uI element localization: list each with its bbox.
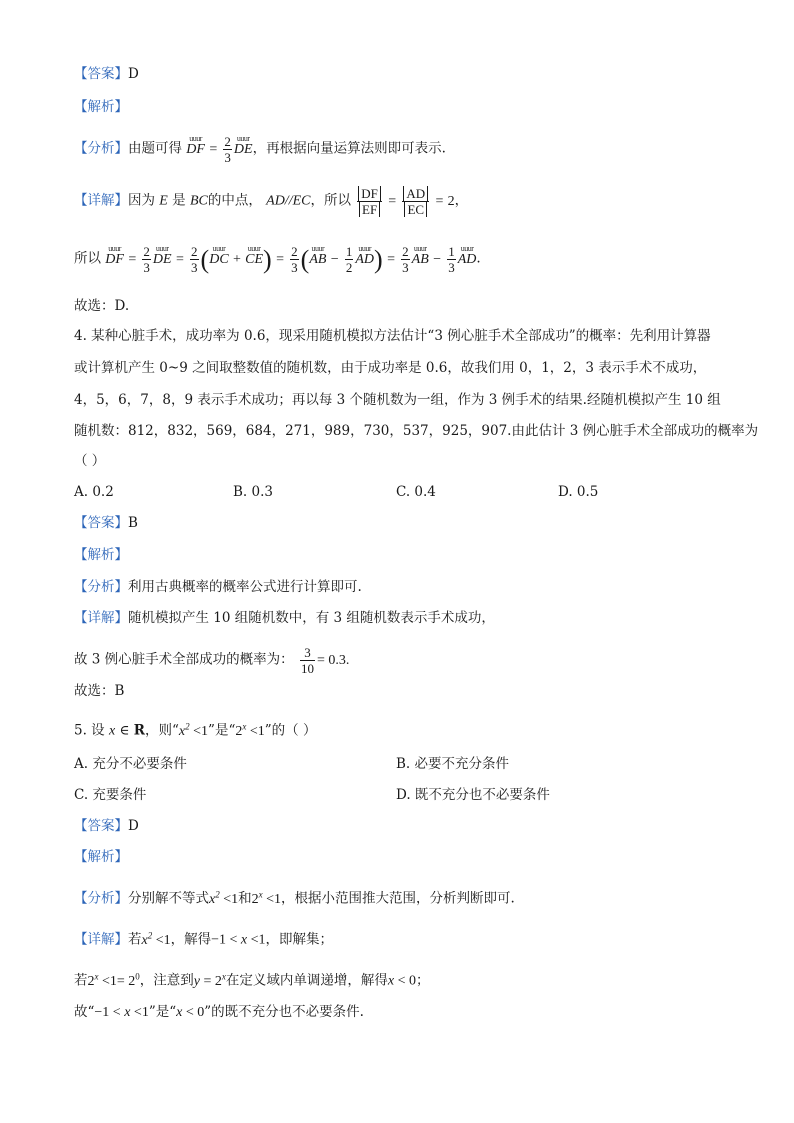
q5-detail-line-3: 故“−1 < x <1”是“x < 0”的既不充分也不必要条件.: [74, 1004, 364, 1020]
answer-value: B: [128, 515, 138, 531]
detail-text-4: ，所以: [310, 192, 351, 209]
result: = 0.3.: [316, 652, 350, 668]
q3-analysis: [74, 134, 446, 165]
analysis-tag: 【分析】: [74, 890, 128, 907]
analysis-text: 利用古典概率的概率公式进行计算即可.: [128, 579, 362, 595]
detail-text-1: 若: [128, 931, 142, 948]
line2-text-4: ；: [416, 972, 430, 989]
detail-text-3: ，即解集；: [265, 931, 334, 948]
answer-tag: 【答案】: [74, 515, 128, 531]
answer-value: D: [128, 818, 139, 834]
analysis-text-2: 和: [238, 890, 252, 907]
ratio-formula: $\frac{DF}{EF}$ = $\frac{AD}{EC}$ = 2: [355, 194, 454, 209]
line3-text-2: ”是“: [148, 1004, 177, 1020]
q4-stem-line-4: 随机数：812，832，569，684，271，989，730，537，925，907.由此估计 3 例心脏手术全部成功的概率为: [74, 423, 759, 439]
conclusion-pre: 所以: [74, 250, 101, 267]
q4-option-d: D. 0.5: [558, 484, 599, 500]
q3-conclusion: 所以 uuur DF = $\frac{2}{3}$ uuur DE = $\frac{2}{3}$ (uuur DC + uuur CE) = $\frac{2}{3}$ (uuur AB − $\frac{1}{2}$ uuur AD) = $\frac{2}{3}$ uuur AB − $\frac{1}{3}$ uuur AD.: [74, 244, 481, 275]
stem-mid: ，则“: [145, 722, 179, 739]
detail-text: 随机模拟产生 10 组随机数中，有 3 组随机数表示手术成功，: [128, 610, 495, 626]
stem-pre: 5. 设: [74, 722, 105, 739]
answer-tag: 【答案】: [74, 818, 128, 834]
q4-stem-line-1: 4. 某种心脏手术，成功率为 0.6，现采用随机模拟方法估计“3 例心脏手术全部成功”的概率：先利用计算器: [74, 328, 711, 344]
analysis-text-3: ，根据小范围推大范围，分析判断即可.: [281, 890, 515, 907]
q3-choose: 故选：D.: [74, 298, 130, 314]
analysis-tag: 【分析】: [74, 140, 128, 157]
frac-denominator: 10: [300, 661, 314, 676]
conclusion-formula: uuur DF = $\frac{2}{3}$ uuur DE = $\frac{2}{3}$ (uuur DC + uuur CE) = $\frac{2}{3}$ (uuur AB − $\frac{1}{2}$ uuur AD) = $\frac{2}{3}$ uuur AB − $\frac{1}{3}$ uuur AD: [105, 252, 476, 267]
q3-jiexi: [74, 97, 128, 117]
q4-option-c: C. 0.4: [396, 484, 436, 500]
q3-detail: 【详解】因为 E 是 BC的中点， AD//EC，所以 $\frac{DF}{EF}$ = $\frac{AD}{EC}$ = 2，: [74, 186, 469, 217]
q5-option-b: B. 必要不充分条件: [396, 756, 510, 772]
jiexi-tag: 【解析】: [74, 849, 128, 865]
q5-option-d: D. 既不充分也不必要条件: [396, 787, 550, 803]
detail-text-3: 的中点，: [207, 192, 262, 209]
frac-numerator: 3: [300, 645, 315, 661]
q5-jiexi: [74, 847, 128, 867]
q5-analysis: 【分析】分别解不等式$x^2 <1$和2$^x$ <1，根据小范围推大范围，分析判断即可.: [74, 889, 515, 907]
q4-jiexi: [74, 545, 128, 565]
q4-stem-line-5: （ ）: [74, 453, 106, 469]
analysis-text-1: 分别解不等式: [128, 890, 209, 907]
q5-detail-line-2: 若$2^x <1= 2^0$，注意到y = 2$^x$在定义域内单调递增，解得x < 0；: [74, 971, 430, 989]
answer-tag: 【答案】: [74, 66, 128, 82]
line3-text-1: 故“: [74, 1004, 95, 1020]
analysis-text-post: ，再根据向量运算法则即可表示.: [252, 140, 446, 157]
stem-mid2: ”是“: [208, 722, 236, 739]
q4-answer: [74, 513, 138, 533]
stem-post: ”的（ ）: [264, 722, 317, 739]
q5-detail: 【详解】若$x^2 <1$，解得−1 < x <1，即解集；: [74, 930, 334, 948]
line3-text-3: ”的既不充分也不必要条件.: [204, 1004, 364, 1020]
q5-stem: 5. 设 x ∈ R，则“$x^2 <1$”是“2$^x$ <1”的（ ）: [74, 721, 317, 739]
detail-tag: 【详解】: [74, 192, 128, 209]
analysis-text-pre: 由题可得: [128, 140, 182, 157]
q5-option-a: A. 充分不必要条件: [74, 756, 187, 772]
q4-stem-line-3: 4，5，6，7，8，9 表示手术成功；再以每 3 个随机数为一组，作为 3 例手术的结果.经随机模拟产生 10 组: [74, 392, 721, 408]
q5-option-c: C. 充要条件: [74, 787, 147, 803]
q3-answer: [74, 64, 139, 84]
q4-detail-2: [74, 645, 349, 676]
q4-option-b: B. 0.3: [233, 484, 273, 500]
q4-analysis: [74, 577, 362, 597]
detail-text-1: 因为: [128, 192, 155, 209]
jiexi-tag: 【解析】: [74, 547, 128, 563]
analysis-formula: uuur DF = $\frac{2}{3}$ uuur DE: [186, 142, 252, 157]
line2-text-1: 若: [74, 972, 88, 989]
detail-text-2: 故 3 例心脏手术全部成功的概率为：: [74, 651, 294, 668]
q4-detail: [74, 608, 495, 628]
detail-text-2: 是: [172, 192, 186, 209]
q4-stem-line-2: 或计算机产生 0~9 之间取整数值的随机数，由于成功率是 0.6，故我们用 0，1，2，3 表示手术不成功，: [74, 360, 707, 376]
jiexi-tag: 【解析】: [74, 99, 128, 115]
analysis-tag: 【分析】: [74, 579, 128, 595]
detail-tag: 【详解】: [74, 931, 128, 948]
probability-formula: [298, 645, 350, 676]
q4-option-a: A. 0.2: [74, 484, 114, 500]
line2-text-3: 在定义域内单调递增，解得: [225, 972, 388, 989]
line2-text-2: ，注意到: [139, 972, 194, 989]
detail-text-2: ，解得: [170, 931, 212, 948]
q5-answer: [74, 816, 139, 836]
q4-choose: 故选：B: [74, 683, 125, 699]
detail-tag: 【详解】: [74, 610, 128, 626]
answer-value: D: [128, 66, 139, 82]
